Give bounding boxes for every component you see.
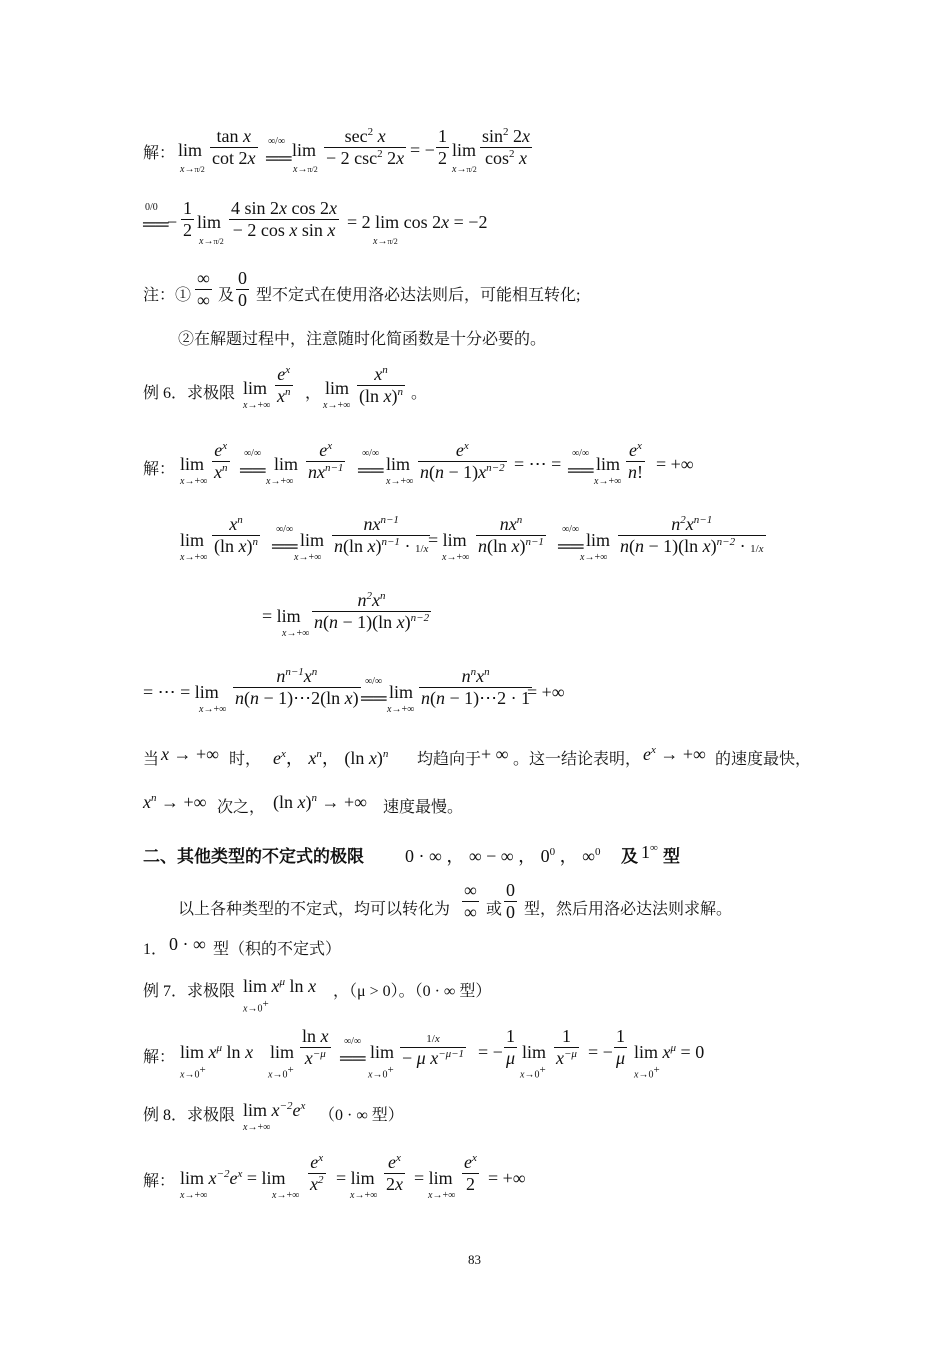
intro-text: 以上各种类型的不定式，均可以转化为 xyxy=(178,901,451,918)
solution-8-label: 解： xyxy=(143,1173,176,1190)
note-and: 及 xyxy=(218,287,235,304)
solution-7-label: 解： xyxy=(143,1049,176,1066)
intro-end: 型，然后用洛必达法则求解。 xyxy=(524,901,733,918)
intro-or: 或 xyxy=(486,901,503,918)
solution-label: 解： xyxy=(143,145,176,162)
intro-frac-inf: ∞ ∞ xyxy=(464,880,477,922)
note-text-1: 型不定式在使用洛必达法则后，可能相互转化; xyxy=(256,287,581,304)
note-frac-inf: ∞ ∞ xyxy=(197,268,210,310)
intro-frac-zero: 0 0 xyxy=(506,880,515,922)
page-number: 83 xyxy=(468,1252,481,1267)
solution-6-label: 解： xyxy=(143,461,176,478)
note-text-2: ②在解题过程中，注意随时化简函数是十分必要的。 xyxy=(178,331,547,348)
note-frac-zero: 0 0 xyxy=(238,268,247,310)
example-6-label: 例 6．求极限 xyxy=(143,385,236,402)
note-label: 注：① xyxy=(143,287,192,304)
